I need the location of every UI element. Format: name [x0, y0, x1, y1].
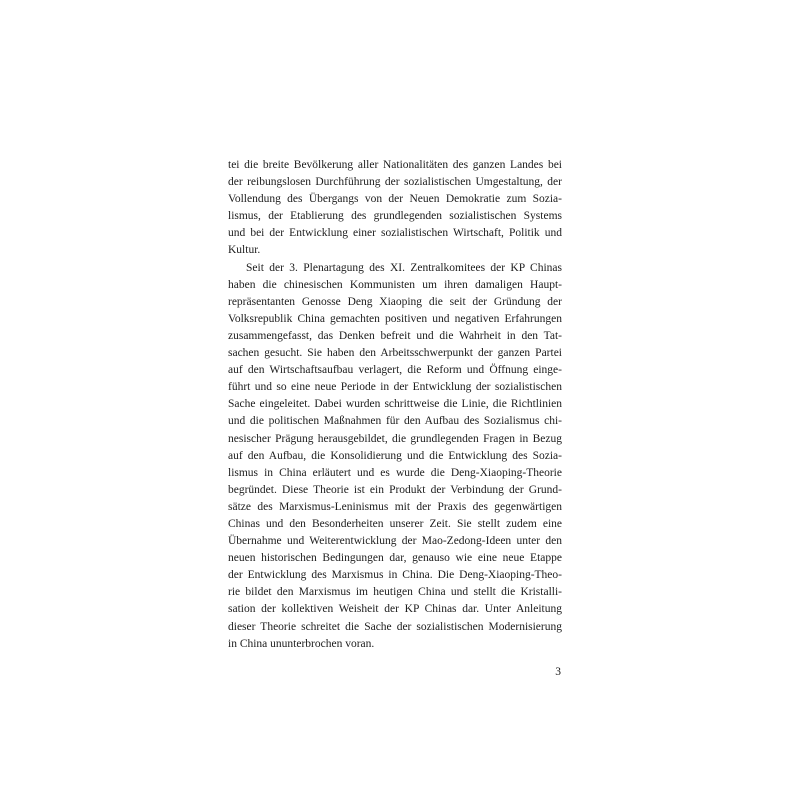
- text-line: sation der kollektiven Weisheit der KP Chinas dar. Unter Anleitung: [228, 603, 562, 616]
- paragraph: [228, 157, 562, 260]
- page-number: 3: [555, 666, 561, 678]
- text-line: Chinas und den Besonderheiten unserer Zeit. Sie stellt zudem eine: [228, 517, 562, 530]
- text-line: nesischer Prägung herausgebildet, die grundlegenden Fragen in Bezug: [228, 432, 562, 445]
- text-line: Vollendung des Übergangs von der Neuen Demokratie zum Sozia-: [228, 193, 562, 206]
- text-line: sätze des Marxismus-Leninismus mit der Praxis des gegenwärtigen: [228, 500, 562, 513]
- text-line: der Entwicklung des Marxismus in China. Die Deng-Xiaoping-Theo-: [228, 569, 562, 582]
- text-line: der reibungslosen Durchführung der sozialistischen Umgestaltung, der: [228, 176, 562, 189]
- text-line: Kultur.: [228, 244, 261, 257]
- text-line: führt und so eine neue Periode in der Entwicklung der sozialistischen: [228, 381, 562, 394]
- text-line: lismus, der Etablierung des grundlegenden sozialistischen Systems: [228, 210, 562, 223]
- text-line: dieser Theorie schreitet die Sache der sozialistischen Modernisierung: [228, 620, 562, 633]
- text-line: rie bildet den Marxismus im heutigen China und stellt die Kristalli-: [228, 586, 562, 599]
- text-line: in China ununterbrochen voran.: [228, 637, 375, 650]
- text-line: Sache eingeleitet. Dabei wurden schrittweise die Linie, die Richtlinien: [228, 398, 562, 411]
- text-line: sachen gesucht. Sie haben den Arbeitsschwerpunkt der ganzen Partei: [228, 347, 562, 360]
- text-line: neuen historischen Bedingungen dar, genauso wie eine neue Etappe: [228, 552, 562, 565]
- text-line: zusammengefasst, das Denken befreit und die Wahrheit in den Tat-: [228, 329, 562, 342]
- body-text: [228, 157, 562, 653]
- text-line: repräsentanten Genosse Deng Xiaoping die seit der Gründung der: [228, 295, 562, 308]
- text-line: haben die chinesischen Kommunisten um ihren damaligen Haupt-: [228, 278, 562, 291]
- text-line: lismus in China erläutert und es wurde die Deng-Xiaoping-Theorie: [228, 466, 562, 479]
- text-line: und bei der Entwicklung einer sozialistischen Wirtschaft, Politik und: [228, 227, 562, 240]
- text-line: begründet. Diese Theorie ist ein Produkt der Verbindung der Grund-: [228, 483, 562, 496]
- text-line: Übernahme und Weiterentwicklung der Mao-Zedong-Ideen unter den: [228, 535, 562, 548]
- text-line: tei die breite Bevölkerung aller Nationalitäten des ganzen Landes bei: [228, 159, 562, 171]
- text-line: und die politischen Maßnahmen für den Aufbau des Sozialismus chi-: [228, 415, 562, 428]
- text-line: Volksrepublik China gemachten positiven und negativen Erfahrungen: [228, 312, 562, 325]
- text-line: Seit der 3. Plenartagung des XI. Zentralkomitees der KP Chinas: [246, 261, 562, 274]
- text-line: auf den Wirtschaftsaufbau verlagert, die Reform und Öffnung einge-: [228, 364, 562, 377]
- paragraph: [228, 260, 562, 653]
- text-line: auf den Aufbau, die Konsolidierung und die Entwicklung des Sozia-: [228, 449, 562, 462]
